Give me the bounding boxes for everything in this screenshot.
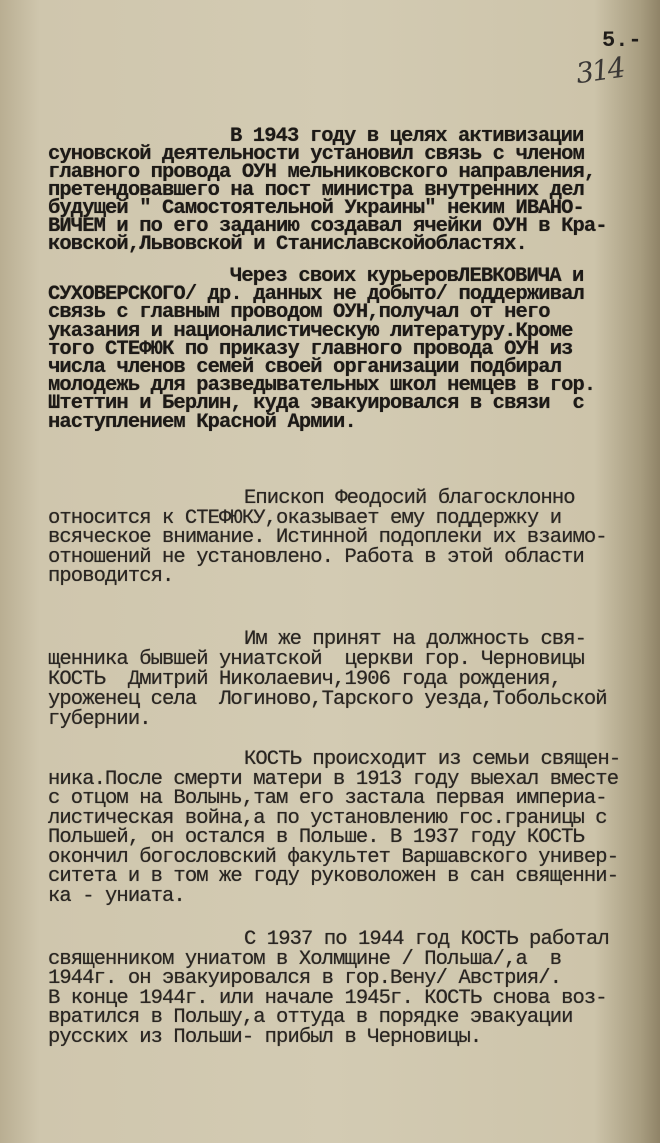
text-line: В 1943 году в целях активизации bbox=[230, 125, 584, 148]
handwritten-archive-number: 314 bbox=[573, 50, 626, 91]
text-line: С 1937 по 1944 год КОСТЬ работал bbox=[244, 928, 609, 951]
paragraph-4 bbox=[48, 630, 648, 730]
text-line: КОСТЬ Дмитрий Николаевич,1906 года рождения, bbox=[48, 668, 562, 691]
text-line: Польшей, он остался в Польше. В 1937 году КОСТЬ bbox=[48, 826, 584, 849]
text-line: связь с главным проводом ОУН,получал от него bbox=[48, 301, 550, 325]
text-line: того СТЕФЮК по приказу главного провода ОУН из bbox=[48, 337, 573, 361]
text-line: уроженец села Логиново,Тарского уезда,Тобольской bbox=[48, 688, 607, 711]
text-line: русских из Польши- прибыл в Черновицы. bbox=[48, 1025, 482, 1049]
text-line: священником униатом в Холмщине / Польша/,а в bbox=[48, 947, 562, 971]
text-line: щенника бывшей униатской церкви гор. Черновицы bbox=[48, 648, 584, 671]
text-line: 1944г. он эвакуировался в гор.Вену/ Австрия/. bbox=[48, 967, 562, 990]
paragraph-5 bbox=[48, 750, 648, 906]
text-line: КОСТЬ происходит из семьи священ- bbox=[244, 748, 621, 771]
text-line: ника.После смерти матери в 1913 году выехал вместе bbox=[48, 767, 619, 791]
text-line: листическая война,а по установлению гос.границы с bbox=[48, 806, 607, 830]
text-line: всяческое внимание. Истинной подоплеки их взаимо- bbox=[48, 526, 607, 549]
text-line: будущей " Самостоятельной Украины" неким ИВАНО- bbox=[48, 197, 584, 220]
text-line: главного провода ОУН мельниковского направления, bbox=[48, 161, 596, 184]
text-line: окончил богословский факультет Варшавского универ- bbox=[48, 845, 619, 869]
text-line: отношений не установлено. Работа в этой области bbox=[48, 545, 584, 569]
page-number: 5.- bbox=[602, 28, 642, 53]
text-line: губернии. bbox=[48, 708, 151, 731]
text-line: относится к СТЕФЮКУ,оказывает ему поддержку и bbox=[48, 506, 562, 530]
text-line: вратился в Польшу,а оттуда в порядке эвакуации bbox=[48, 1006, 573, 1029]
text-line: числа членов семей своей организации подбирал bbox=[48, 355, 562, 379]
text-line: ковской,Львовской и Станиславскойобластях. bbox=[48, 233, 527, 256]
text-line: претендовавшего на пост министра внутренних дел bbox=[48, 179, 584, 202]
text-line: ситета и в том же году руковоложен в сан священни- bbox=[48, 865, 619, 888]
text-line: Через своих курьеровЛЕВКОВИЧА и bbox=[230, 265, 584, 288]
text-line: ка - униата. bbox=[48, 884, 185, 908]
text-line: СУХОВЕРСКОГО/ др. данных не добыто/ поддерживал bbox=[48, 283, 584, 307]
text-line: с отцом на Волынь,там его застала первая империа- bbox=[48, 787, 607, 810]
text-line: Им же принят на должность свя- bbox=[244, 628, 587, 651]
paragraph-6 bbox=[48, 930, 648, 1047]
text-line: проводится. bbox=[48, 565, 174, 588]
text-line: молодежь для разведывательных школ немцев в гор. bbox=[48, 374, 596, 398]
text-line: Епископ Феодосий благосклонно bbox=[244, 487, 575, 510]
paragraph-1 bbox=[48, 125, 648, 256]
text-line: Штеттин и Берлин, куда эвакуировался в связи с bbox=[48, 392, 584, 416]
paragraph-2 bbox=[48, 265, 648, 434]
text-line: В конце 1944г. или начале 1945г. КОСТЬ снова воз- bbox=[48, 986, 607, 1010]
text-line: наступлением Красной Армии. bbox=[48, 410, 356, 434]
text-line: ВИЧЕМ и по его заданию создавал ячейки ОУН в Кра- bbox=[48, 215, 607, 238]
paragraph-3 bbox=[48, 489, 648, 587]
text-line: суновской деятельности установил связь с членом bbox=[48, 143, 584, 166]
text-line: указания и националистическую литературу.Кроме bbox=[48, 319, 573, 343]
